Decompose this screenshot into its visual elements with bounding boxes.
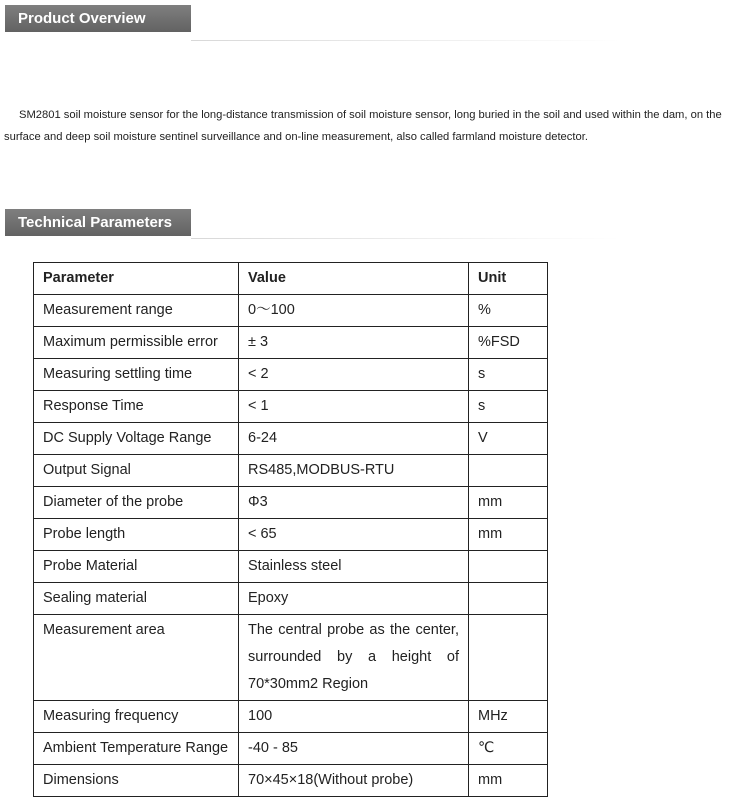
product-description: SM2801 soil moisture sensor for the long-distance transmission of soil moisture sensor, long buried in the soil and used within the dam, on the surface and deep soil moisture sentinel surveillance and on-line measurement, also called farmland moisture detector. [4, 109, 722, 143]
row-value: 70×45×18(Without probe) [239, 765, 469, 797]
row-parameter: Dimensions [34, 765, 239, 797]
table-row [34, 295, 548, 327]
row-parameter: Maximum permissible error [34, 327, 239, 359]
table-row [34, 359, 548, 391]
row-unit [469, 551, 548, 583]
row-value: < 2 [239, 359, 469, 391]
row-value: 6-24 [239, 423, 469, 455]
row-parameter: Probe length [34, 519, 239, 551]
row-unit [469, 615, 548, 701]
row-parameter: DC Supply Voltage Range [34, 423, 239, 455]
row-unit: mm [469, 765, 548, 797]
technical-parameters-heading: Technical Parameters [5, 209, 191, 236]
header-parameter: Parameter [34, 263, 239, 295]
row-parameter: Output Signal [34, 455, 239, 487]
heading-divider [191, 238, 621, 239]
row-parameter: Sealing material [34, 583, 239, 615]
row-unit: s [469, 391, 548, 423]
row-value: < 65 [239, 519, 469, 551]
table-row [34, 765, 548, 797]
table-row [34, 551, 548, 583]
row-value: 0～100 [239, 295, 469, 327]
row-value: The central probe as the center, surrounded by a height of 70*30mm2 Region [239, 615, 469, 701]
row-value: -40 - 85 [239, 733, 469, 765]
table-row [34, 327, 548, 359]
technical-parameters-table [33, 262, 548, 797]
row-value: Epoxy [239, 583, 469, 615]
table-header-row [34, 263, 548, 295]
row-unit: V [469, 423, 548, 455]
table-row [34, 615, 548, 701]
row-unit: ℃ [469, 733, 548, 765]
row-parameter: Measurement range [34, 295, 239, 327]
row-value: 100 [239, 701, 469, 733]
row-unit: s [469, 359, 548, 391]
row-parameter: Measuring frequency [34, 701, 239, 733]
table-row [34, 701, 548, 733]
row-value: ± 3 [239, 327, 469, 359]
row-unit: mm [469, 487, 548, 519]
table-row [34, 455, 548, 487]
table-row [34, 391, 548, 423]
row-value: RS485,MODBUS-RTU [239, 455, 469, 487]
row-unit [469, 455, 548, 487]
row-parameter: Measurement area [34, 615, 239, 701]
row-parameter: Diameter of the probe [34, 487, 239, 519]
row-unit: MHz [469, 701, 548, 733]
row-value: Stainless steel [239, 551, 469, 583]
row-value: < 1 [239, 391, 469, 423]
table-row [34, 423, 548, 455]
header-value: Value [239, 263, 469, 295]
row-unit: %FSD [469, 327, 548, 359]
row-parameter: Response Time [34, 391, 239, 423]
product-overview-heading: Product Overview [5, 5, 191, 32]
row-parameter: Measuring settling time [34, 359, 239, 391]
row-unit: mm [469, 519, 548, 551]
table-row [34, 733, 548, 765]
table-row [34, 487, 548, 519]
table-row [34, 583, 548, 615]
header-unit: Unit [469, 263, 548, 295]
row-value: Φ3 [239, 487, 469, 519]
row-unit [469, 583, 548, 615]
heading-divider [191, 40, 621, 41]
row-parameter: Ambient Temperature Range [34, 733, 239, 765]
table-row [34, 519, 548, 551]
row-parameter: Probe Material [34, 551, 239, 583]
row-unit: % [469, 295, 548, 327]
